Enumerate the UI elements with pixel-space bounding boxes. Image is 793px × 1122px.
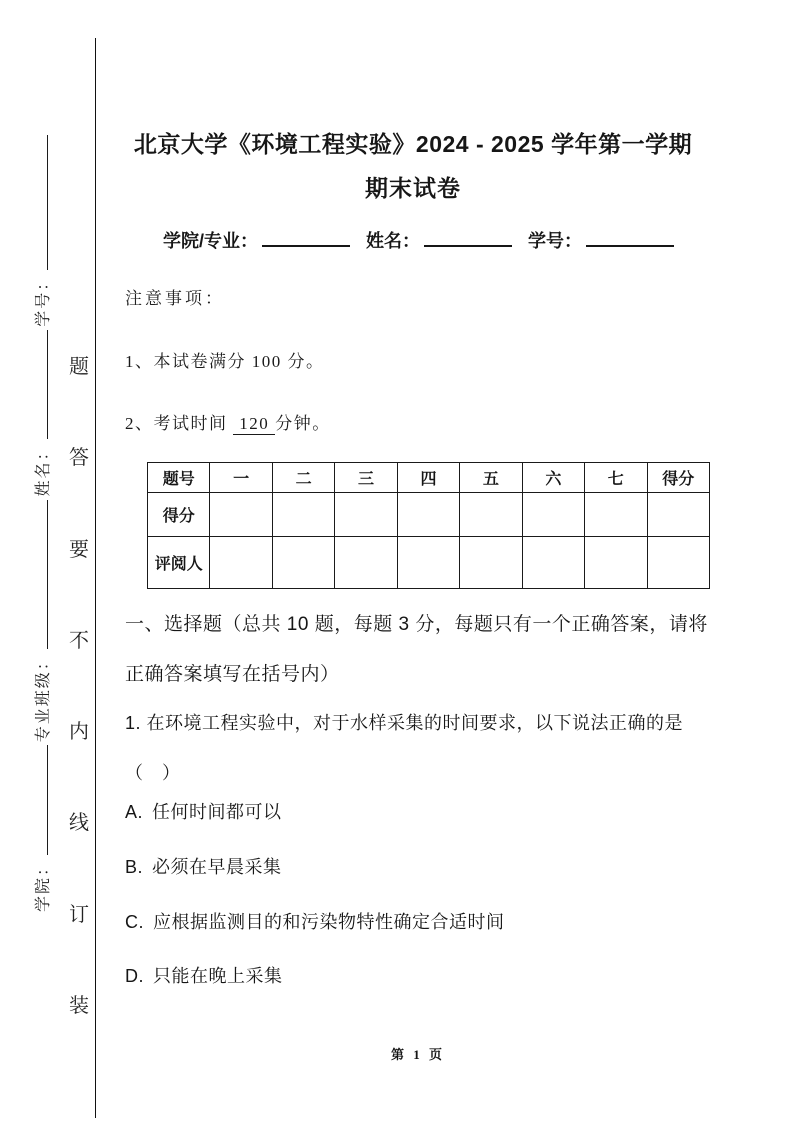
- fill-in-blank: [47, 330, 48, 440]
- notices-heading: 注意事项：: [125, 289, 225, 308]
- seal-char: 内: [69, 721, 89, 744]
- fill-in-blank: [47, 745, 48, 855]
- notice-item-2-post: 分钟。: [275, 414, 331, 433]
- header-cell: 二: [272, 463, 334, 493]
- header-cell: 一: [210, 463, 272, 493]
- option-b-key: B.: [125, 857, 144, 877]
- header-cell: 得分: [647, 463, 710, 493]
- empty-cell: [585, 537, 647, 589]
- option-c: [125, 908, 717, 934]
- seal-char: 装: [69, 994, 89, 1017]
- exam-duration-value: 120: [233, 414, 275, 435]
- fill-in-blank: [47, 135, 48, 270]
- option-b-text: 必须在早晨采集: [152, 857, 282, 877]
- option-b: [125, 853, 717, 879]
- empty-cell: [335, 493, 397, 537]
- name-blank: [424, 245, 512, 247]
- binding-line: [95, 38, 96, 1118]
- option-d-key: D.: [125, 966, 144, 986]
- student-id-label: 学号：: [528, 231, 583, 251]
- option-c-key: C.: [125, 912, 144, 932]
- fill-in-blank: [47, 500, 48, 650]
- empty-cell: [522, 493, 584, 537]
- seal-text-column: [66, 350, 92, 1018]
- score-table-header-row: [148, 463, 710, 493]
- binding-field-label-college: 学院：: [35, 857, 52, 912]
- student-id-blank: [586, 245, 674, 247]
- score-row-label: 得分: [148, 493, 210, 537]
- notice-item-1: 1、本试卷满分 100 分。: [125, 352, 325, 371]
- exam-title-line1: 北京大学《环境工程实验》2024 - 2025 学年第一学期: [133, 131, 693, 157]
- binding-field-label-name: 姓名：: [35, 442, 52, 497]
- option-c-text: 应根据监测目的和污染物特性确定合适时间: [153, 912, 505, 932]
- notice-item-2-pre: 2、考试时间: [125, 414, 228, 433]
- header-cell: 三: [335, 463, 397, 493]
- empty-cell: [647, 493, 710, 537]
- option-a-text: 任何时间都可以: [152, 802, 282, 822]
- header-cell: 七: [585, 463, 647, 493]
- empty-cell: [522, 537, 584, 589]
- notice-item-2: [125, 409, 331, 435]
- option-a: [125, 798, 717, 824]
- question-1-number: 1.: [125, 713, 142, 733]
- empty-cell: [397, 493, 459, 537]
- binding-field-label-studentid: 学号：: [35, 272, 52, 327]
- binding-field-label-class: 专业班级：: [35, 652, 52, 743]
- seal-char: 不: [69, 629, 89, 652]
- page-number: 第 1 页: [390, 1047, 445, 1062]
- section1-heading: 一、选择题（总共 10 题，每题 3 分，每题只有一个正确答案，请将正确答案填写在括号内）: [125, 614, 708, 685]
- seal-char: 订: [69, 903, 89, 926]
- empty-cell: [272, 537, 334, 589]
- empty-cell: [210, 537, 272, 589]
- header-cell: 六: [522, 463, 584, 493]
- score-row: [148, 493, 710, 537]
- empty-cell: [272, 493, 334, 537]
- reviewer-row-label: 评阅人: [148, 537, 210, 589]
- option-d: [125, 962, 717, 988]
- seal-char: 答: [69, 447, 89, 470]
- seal-char: 线: [69, 812, 89, 835]
- name-label: 姓名：: [366, 231, 421, 251]
- header-cell: 题号: [148, 463, 210, 493]
- binding-margin-fields: [30, 132, 56, 912]
- empty-cell: [460, 537, 522, 589]
- college-major-blank: [262, 245, 350, 247]
- empty-cell: [460, 493, 522, 537]
- exam-title-line2: 期末试卷: [365, 175, 461, 201]
- college-major-label: 学院/专业：: [163, 231, 259, 251]
- empty-cell: [585, 493, 647, 537]
- option-a-key: A.: [125, 802, 144, 822]
- question-1: [125, 698, 717, 798]
- option-d-text: 只能在晚上采集: [153, 966, 283, 986]
- question-1-answer-bracket: （ ）: [125, 763, 181, 783]
- seal-char: 题: [69, 356, 89, 378]
- header-cell: 四: [397, 463, 459, 493]
- student-info-line: [163, 227, 723, 253]
- empty-cell: [647, 537, 710, 589]
- seal-char: 要: [69, 538, 89, 561]
- empty-cell: [335, 537, 397, 589]
- header-cell: 五: [460, 463, 522, 493]
- reviewer-row: [148, 537, 710, 589]
- score-table: [147, 462, 710, 589]
- empty-cell: [397, 537, 459, 589]
- empty-cell: [210, 493, 272, 537]
- question-1-text: 1. 在环境工程实验中，对于水样采集的时间要求，以下说法正确的是: [125, 713, 684, 733]
